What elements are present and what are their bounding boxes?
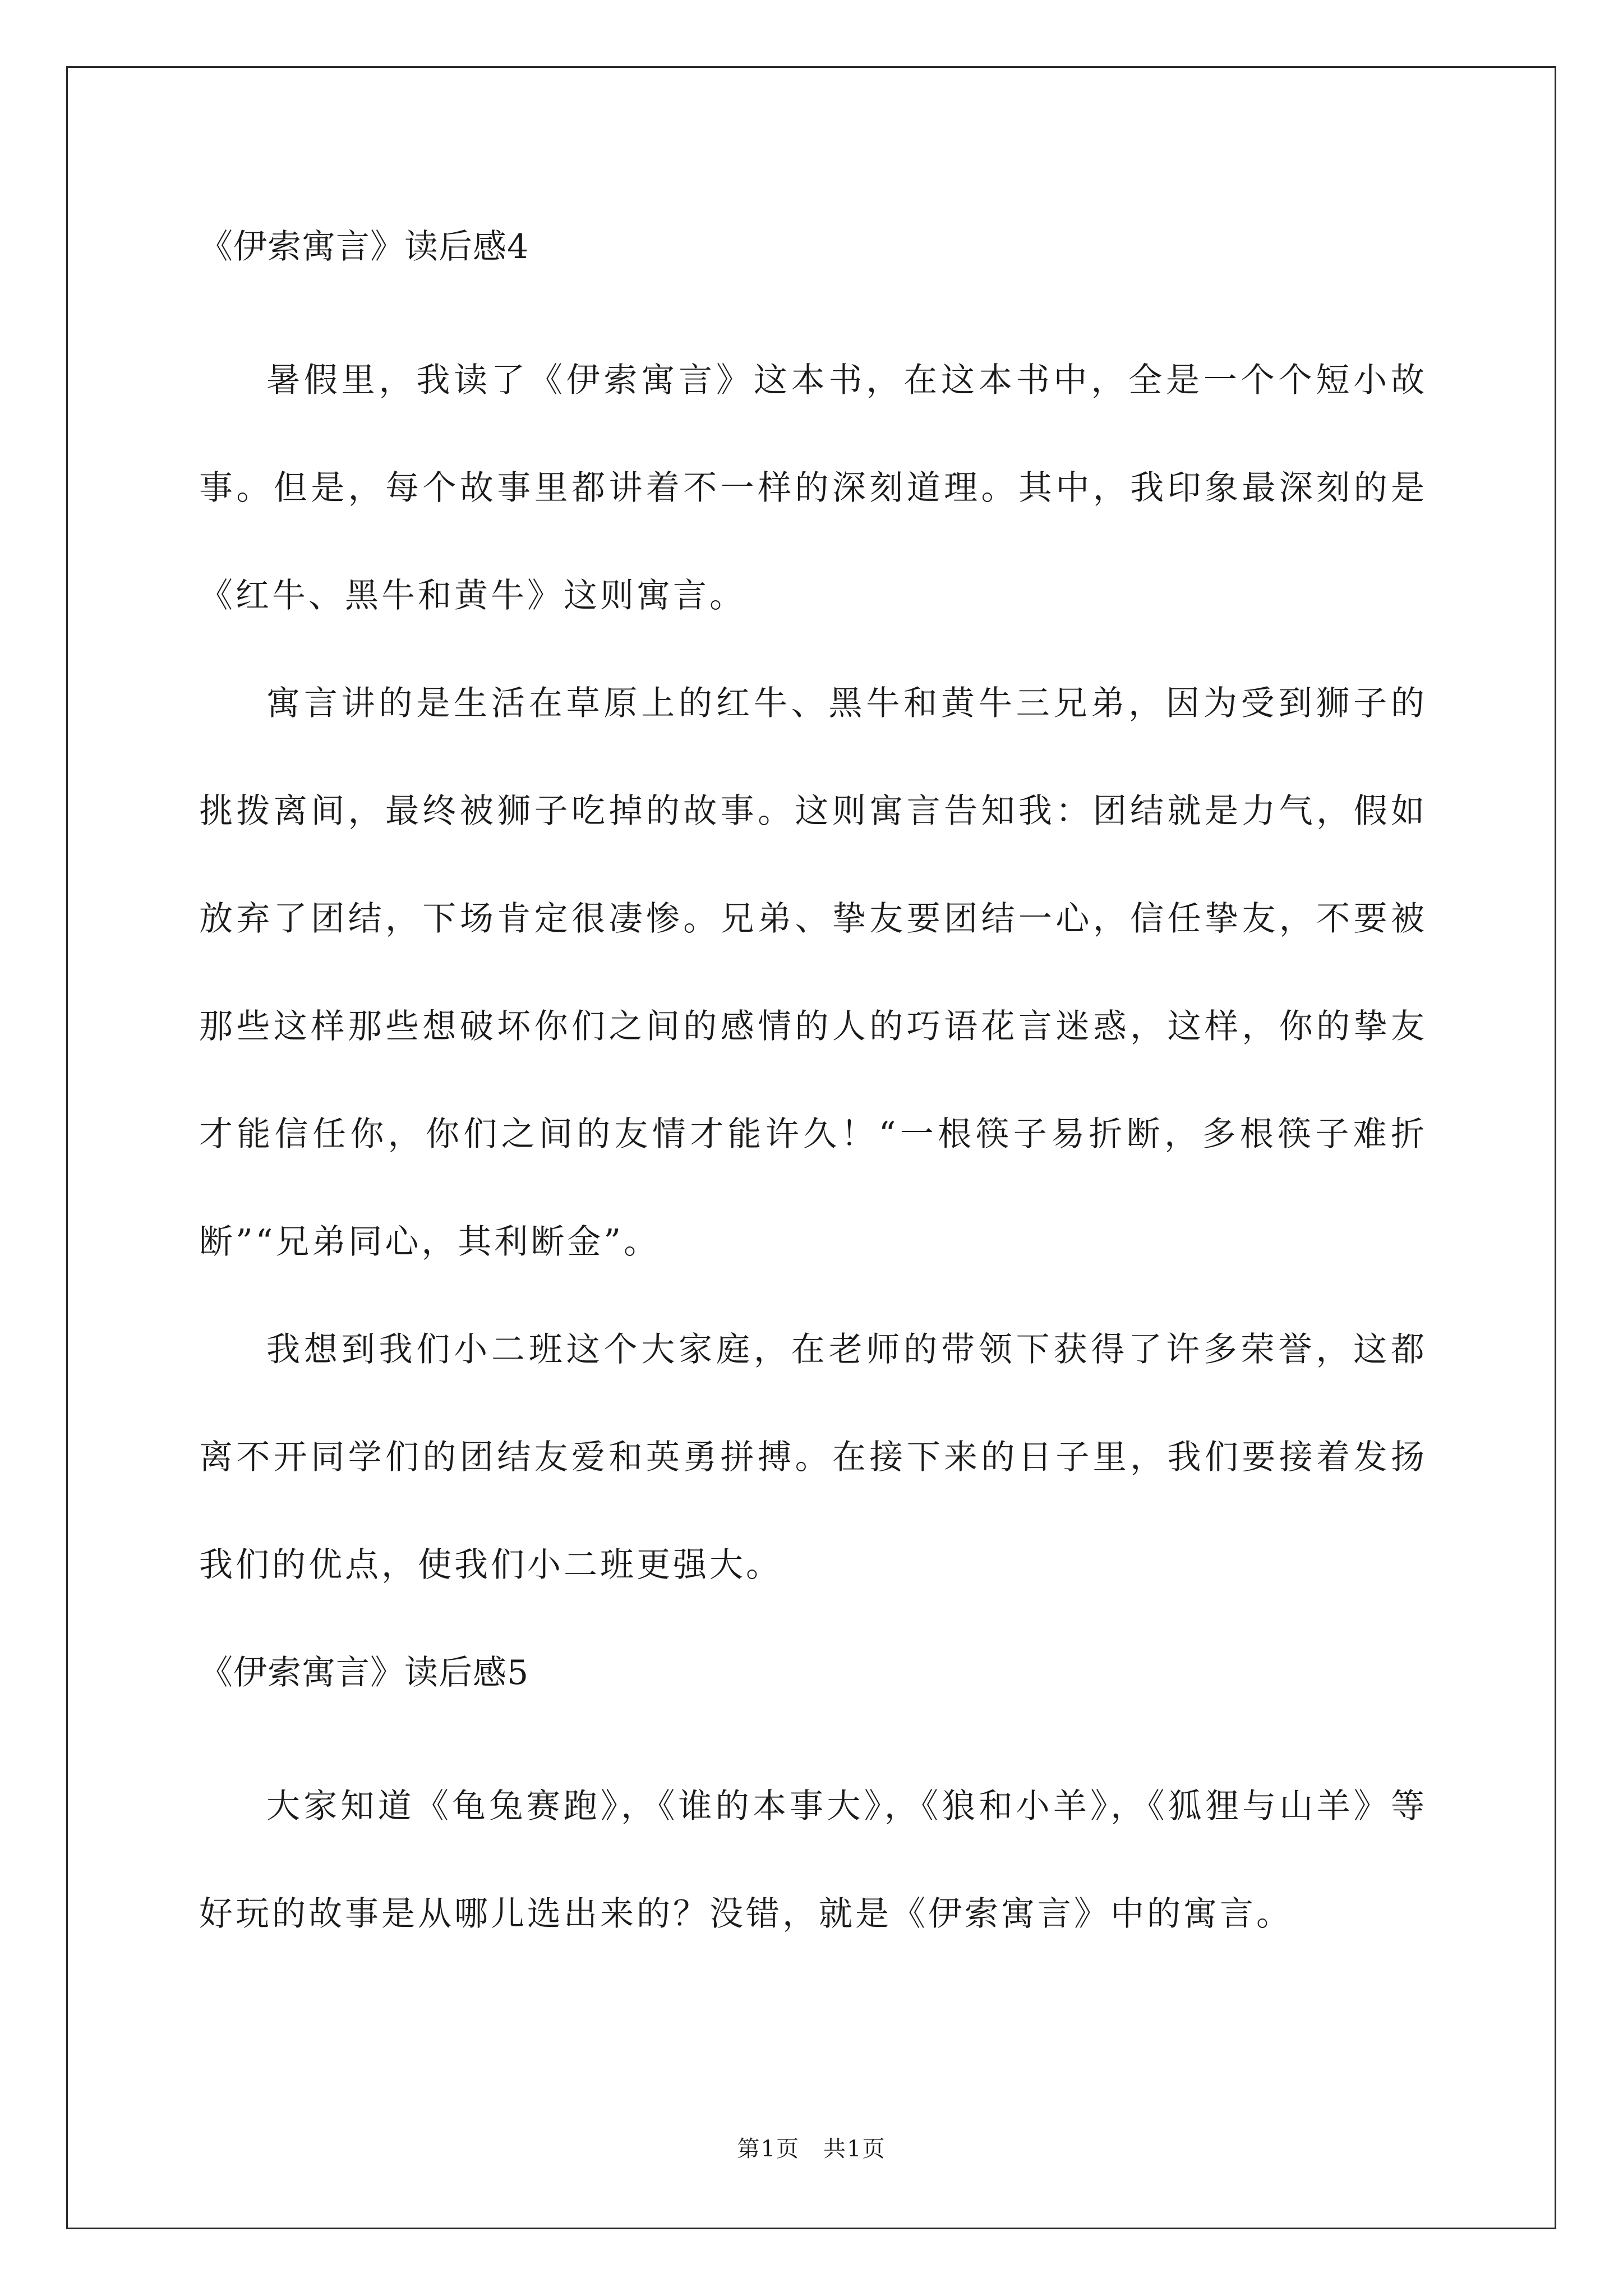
page-footer: 第1页 共1页 [737,2136,886,2162]
section-heading-5: 《伊索寓言》读后感5 [199,1653,529,1692]
paragraph: 大家知道《龟兔赛跑》，《谁的本事大》，《狼和小羊》，《狐狸与山羊》等好玩的故事是从哪儿选出来的？没错，就是《伊索寓言》中的寓言。 [199,1787,1427,1934]
paragraph: 我想到我们小二班这个大家庭，在老师的带领下获得了许多荣誉，这都离不开同学们的团结友爱和英勇拼搏。在接下来的日子里，我们要接着发扬我们的优点，使我们小二班更强大。 [199,1330,1427,1585]
paragraph: 暑假里，我读了《伊索寓言》这本书，在这本书中，全是一个个短小故事。但是，每个故事里都讲着不一样的深刻道理。其中，我印象最深刻的是《红牛、黑牛和黄牛》这则寓言。 [199,361,1427,615]
section-heading-4: 《伊索寓言》读后感4 [199,227,529,266]
document-body [199,219,1427,1994]
paragraph: 寓言讲的是生活在草原上的红牛、黑牛和黄牛三兄弟，因为受到狮子的挑拨离间，最终被狮子吃掉的故事。这则寓言告知我：团结就是力气，假如放弃了团结，下场肯定很凄惨。兄弟、挚友要团结一心，信任挚友，不要被那些这样那些想破坏你们之间的感情的人的巧语花言迷惑，这样，你的挚友才能信任你，你们之间的友情才能许久！“一根筷子易折断，多根筷子难折断”“兄弟同心，其利断金”。 [199,684,1427,1262]
